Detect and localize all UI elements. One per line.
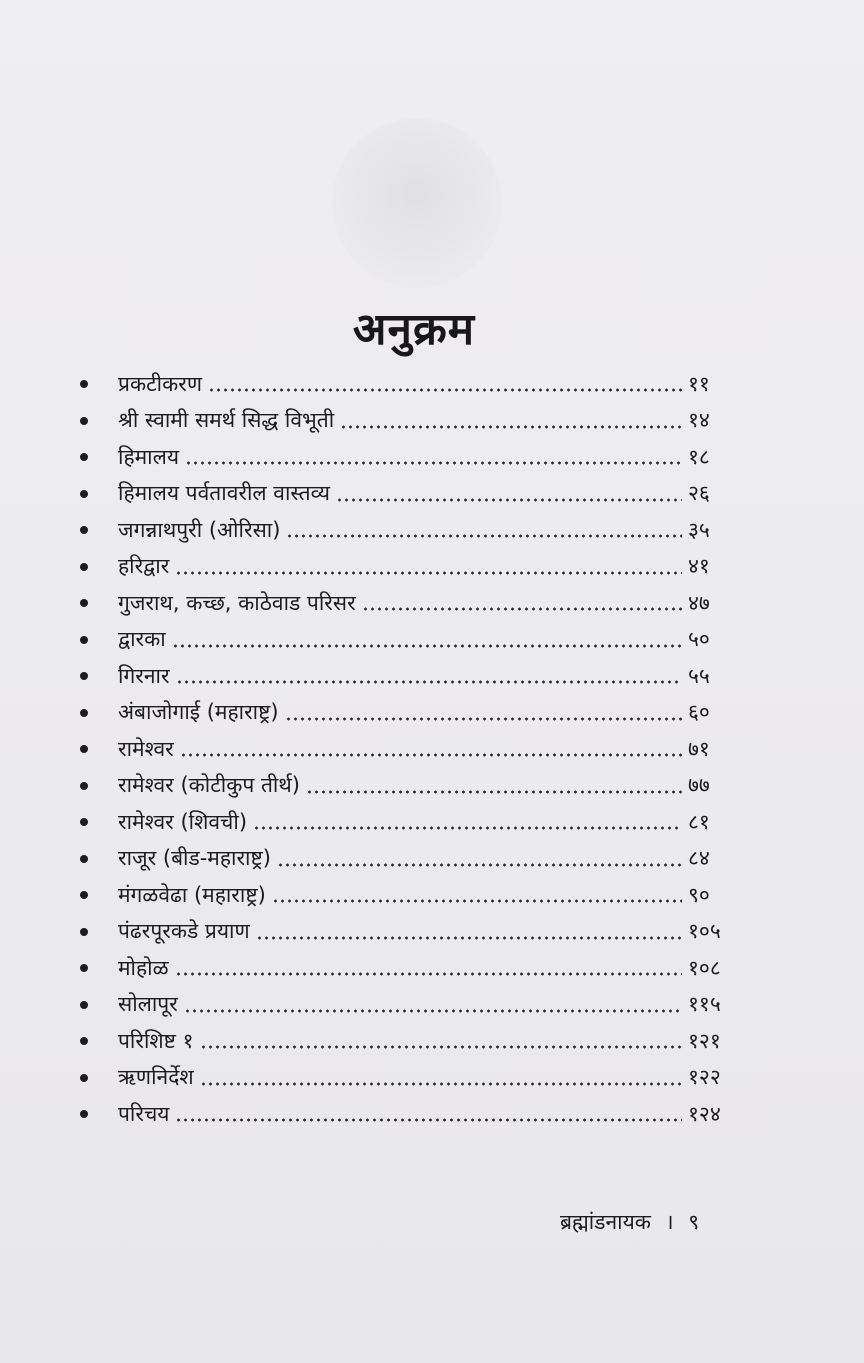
toc-entry-page: ५५ [688, 663, 710, 688]
bullet-icon [80, 855, 88, 863]
toc-entry-title: द्वारका [118, 627, 166, 652]
bullet-icon [80, 1074, 88, 1082]
bullet-icon [80, 380, 88, 388]
toc-entry [70, 476, 750, 513]
toc-entry-page: ५० [688, 627, 710, 652]
bullet-icon [80, 964, 88, 972]
toc-entry-page: ४७ [688, 590, 710, 615]
toc-entry-page: ३५ [688, 517, 710, 542]
toc-entry [70, 1060, 750, 1097]
toc-entry-title: परिशिष्ट १ [118, 1028, 194, 1053]
dot-leader [285, 717, 682, 721]
toc-entry-page: ८१ [688, 809, 710, 834]
toc-entry-title: मोहोळ [118, 955, 169, 980]
toc-entry [70, 622, 750, 659]
toc-entry [70, 950, 750, 987]
toc-entry-page: १४ [688, 408, 710, 433]
toc-entry-page: ११५ [688, 992, 721, 1017]
dot-leader [306, 790, 682, 794]
footer-separator: । [665, 1210, 674, 1234]
toc-entry [70, 1023, 750, 1060]
dot-leader [272, 899, 682, 903]
toc-entry-page: २६ [688, 481, 710, 506]
footer-page-number: ९ [688, 1210, 700, 1234]
toc-entry-title: पंढरपूरकडे प्रयाण [118, 919, 250, 944]
toc-entry-page: ७७ [688, 773, 710, 798]
toc-entry [70, 731, 750, 768]
toc-entry-title: श्री स्वामी समर्थ सिद्ध विभूती [118, 408, 335, 433]
toc-entry [70, 914, 750, 951]
toc-entry-page: ९० [688, 882, 710, 907]
dot-leader [175, 972, 682, 976]
toc-entry [70, 841, 750, 878]
toc-entry-title: ऋणनिर्देश [118, 1065, 194, 1090]
dot-leader [256, 936, 682, 940]
dot-leader [172, 644, 682, 648]
bullet-icon [80, 526, 88, 534]
toc-entry-title: गुजराथ, कच्छ, काठेवाड परिसर [118, 590, 356, 615]
toc-entry-title: जगन्नाथपुरी (ओरिसा) [118, 517, 281, 542]
toc-entry [70, 549, 750, 586]
bullet-icon [80, 1001, 88, 1009]
toc-entry-page: ४१ [688, 554, 710, 579]
toc-entry-title: रामेश्वर [118, 736, 174, 761]
dot-leader [200, 1045, 682, 1049]
toc-entry [70, 1096, 750, 1133]
bullet-icon [80, 417, 88, 425]
dot-leader [175, 1118, 682, 1122]
toc-entry-page: ६० [688, 700, 710, 725]
toc-entry-title: प्रकटीकरण [118, 371, 202, 396]
toc-entry-title: परिचय [118, 1101, 170, 1126]
dot-leader [336, 498, 682, 502]
bullet-icon [80, 672, 88, 680]
toc-entry [70, 658, 750, 695]
toc-entry [70, 987, 750, 1024]
toc-entry-page: १२२ [688, 1065, 721, 1090]
toc-entry [70, 804, 750, 841]
toc-entry-title: राजूर (बीड-महाराष्ट्र) [118, 846, 271, 871]
toc-entry-page: ८४ [688, 846, 710, 871]
page-footer [560, 1208, 699, 1236]
toc-entry-page: ११ [688, 371, 710, 396]
dot-leader [175, 571, 682, 575]
dot-leader [362, 607, 682, 611]
toc-entry-page: १०८ [688, 955, 721, 980]
bullet-icon [80, 928, 88, 936]
bullet-icon [80, 818, 88, 826]
bullet-icon [80, 563, 88, 571]
dot-leader [185, 461, 682, 465]
bullet-icon [80, 599, 88, 607]
toc-entry [70, 877, 750, 914]
toc-entry-title: मंगळवेढा (महाराष्ट्र) [118, 882, 266, 907]
toc-entry-title: हिमालय पर्वतावरील वास्तव्य [118, 481, 330, 506]
dot-leader [184, 1009, 682, 1013]
toc-entry-title: सोलापूर [118, 992, 178, 1017]
toc-entry-title: अंबाजोगाई (महाराष्ट्र) [118, 700, 279, 725]
dot-leader [180, 753, 682, 757]
toc-entry-title: रामेश्वर (कोटीकुप तीर्थ) [118, 773, 300, 798]
toc-entry-title: रामेश्वर (शिवची) [118, 809, 248, 834]
toc-entry [70, 366, 750, 403]
dot-leader [340, 425, 682, 429]
toc-entry [70, 585, 750, 622]
dot-leader [286, 534, 682, 538]
toc-entry-title: गिरनार [118, 663, 170, 688]
bleed-through-emblem [332, 118, 502, 288]
page-title: अनुक्रम [352, 304, 476, 356]
toc-entry-title: हिमालय [118, 444, 180, 469]
dot-leader [277, 863, 682, 867]
bullet-icon [80, 490, 88, 498]
bullet-icon [80, 709, 88, 717]
toc-entry [70, 403, 750, 440]
dot-leader [176, 680, 682, 684]
toc-entry-page: ७१ [688, 736, 710, 761]
bullet-icon [80, 745, 88, 753]
toc-entry [70, 439, 750, 476]
toc-entry-page: १८ [688, 444, 710, 469]
toc-entry [70, 768, 750, 805]
toc-entry-page: १२४ [688, 1101, 721, 1126]
toc-entry [70, 512, 750, 549]
table-of-contents [70, 366, 750, 1133]
toc-entry-title: हरिद्वार [118, 554, 170, 579]
bullet-icon [80, 1037, 88, 1045]
bullet-icon [80, 891, 88, 899]
bullet-icon [80, 1110, 88, 1118]
bullet-icon [80, 636, 88, 644]
bullet-icon [80, 782, 88, 790]
toc-entry-page: १२१ [688, 1028, 721, 1053]
dot-leader [253, 826, 682, 830]
dot-leader [200, 1082, 682, 1086]
toc-entry-page: १०५ [688, 919, 721, 944]
toc-entry [70, 695, 750, 732]
bullet-icon [80, 453, 88, 461]
dot-leader [208, 388, 682, 392]
footer-book-title: ब्रह्मांडनायक [560, 1210, 651, 1234]
